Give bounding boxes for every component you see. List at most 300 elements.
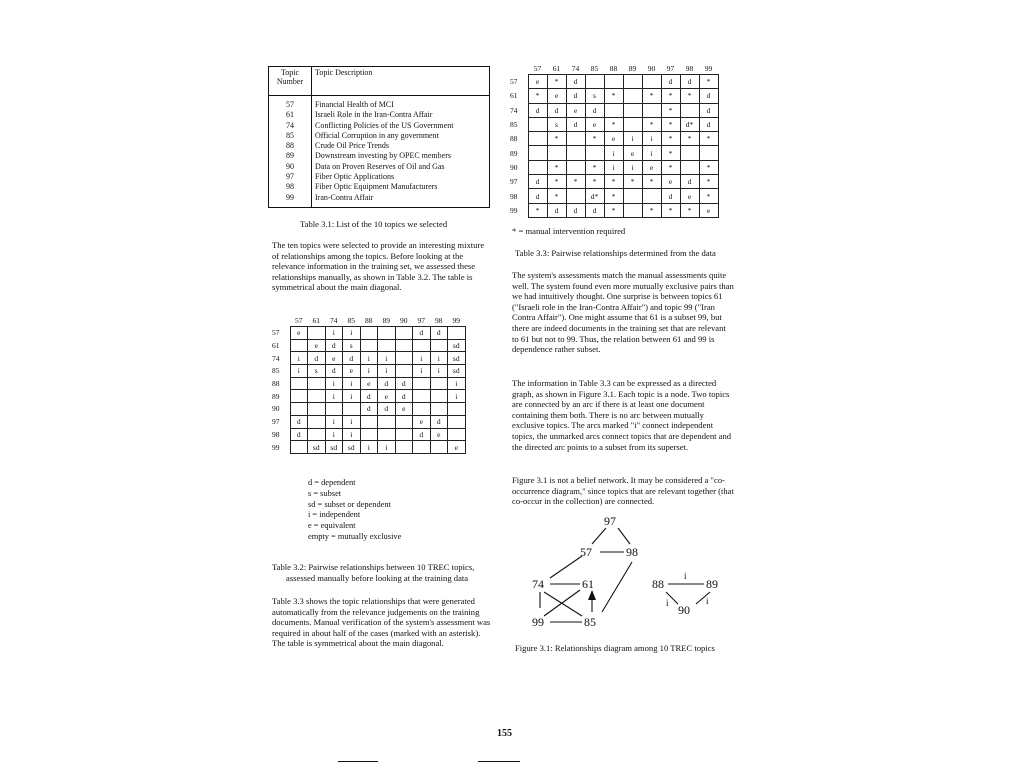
matrix-cell: i — [623, 132, 642, 146]
matrix-row-header: 97 — [272, 417, 280, 427]
legend-entry: i = independent — [308, 510, 361, 520]
node-90: 90 — [678, 603, 690, 617]
matrix-cell — [680, 103, 699, 117]
matrix-cell — [430, 403, 448, 416]
matrix-cell — [623, 89, 642, 103]
matrix-cell — [448, 327, 466, 340]
matrix-cell — [413, 339, 431, 352]
matrix-cell: e — [360, 377, 378, 390]
matrix-cell: * — [661, 132, 680, 146]
topic-list-table — [268, 66, 490, 208]
figure-3-1-caption: Figure 3.1: Relationships diagram among 10 TREC topics — [515, 643, 715, 653]
matrix-cell: i — [325, 390, 343, 403]
paragraph-assessment-comparison: The system's assessments match the manual assessments quite well. The system found even more mutually exclusive pairs than we had intuitively thought. One surprise is between topics 61 ("Israeli role in the Iran-Contra Affair") and topic 99 ("Iran Contra Affair"). One might assume that 61 is a subset 99, but there are indeed documents in the training set that are relevant to 61 but not to 99. Thus, the relation between 61 and 99 is dependence rather subset. — [512, 270, 734, 355]
matrix-cell — [566, 189, 585, 203]
matrix-cell: s — [343, 339, 361, 352]
table-3-3-note: * = manual intervention required — [512, 226, 626, 236]
matrix-cell: d — [360, 390, 378, 403]
matrix-cell: d — [325, 365, 343, 378]
matrix-cell: d — [395, 377, 413, 390]
matrix-cell — [448, 428, 466, 441]
matrix-cell: * — [547, 160, 566, 174]
matrix-row-header: 89 — [510, 148, 518, 158]
matrix-column-header: 99 — [704, 64, 713, 73]
matrix-row-header: 90 — [272, 404, 280, 414]
matrix-cell — [290, 377, 308, 390]
data-relationships-matrix — [509, 63, 719, 218]
matrix-cell: d — [290, 415, 308, 428]
matrix-cell: * — [604, 189, 623, 203]
matrix-cell — [623, 75, 642, 89]
matrix-cell: d* — [680, 117, 699, 131]
topic-relationship-graph — [520, 512, 740, 636]
matrix-cell — [290, 390, 308, 403]
matrix-row — [509, 103, 718, 117]
node-74: 74 — [532, 577, 544, 591]
matrix-cell — [308, 377, 326, 390]
matrix-row-header: 57 — [510, 77, 518, 87]
matrix-cell: i — [448, 377, 466, 390]
matrix-cell — [378, 428, 396, 441]
matrix-cell: d — [378, 377, 396, 390]
matrix-cell: s — [585, 89, 604, 103]
matrix-cell: e — [395, 403, 413, 416]
matrix-cell: * — [661, 146, 680, 160]
matrix-cell — [430, 377, 448, 390]
matrix-cell — [360, 339, 378, 352]
matrix-cell — [343, 403, 361, 416]
matrix-cell — [413, 390, 431, 403]
topic-number: 61 — [286, 110, 294, 120]
matrix-cell — [413, 441, 431, 454]
matrix-row-header: 61 — [272, 341, 280, 351]
matrix-cell: e — [642, 160, 661, 174]
matrix-cell — [395, 365, 413, 378]
legend-entry: e = equivalent — [308, 521, 356, 531]
matrix-row — [509, 75, 718, 89]
matrix-cell — [448, 403, 466, 416]
matrix-cell: d — [680, 75, 699, 89]
matrix-cell — [623, 189, 642, 203]
topic-description: Crude Oil Price Trends — [315, 141, 389, 151]
matrix-cell: sd — [325, 441, 343, 454]
matrix-cell: d — [325, 339, 343, 352]
node-85: 85 — [584, 615, 596, 629]
matrix-row-header: 61 — [510, 91, 518, 101]
matrix-row — [271, 339, 465, 352]
matrix-cell: sd — [308, 441, 326, 454]
matrix-cell: s — [547, 117, 566, 131]
footer-rule-right — [478, 761, 520, 762]
matrix-cell: e — [680, 189, 699, 203]
matrix-cell — [642, 189, 661, 203]
topic-description: Fiber Optic Applications — [315, 172, 395, 182]
matrix-cell: i — [604, 146, 623, 160]
matrix-row — [271, 327, 465, 340]
matrix-cell: e — [430, 428, 448, 441]
matrix-cell — [680, 160, 699, 174]
matrix-cell: i — [325, 428, 343, 441]
matrix-column-header: 99 — [452, 316, 460, 325]
matrix-cell: d — [566, 75, 585, 89]
matrix-cell — [413, 403, 431, 416]
matrix-cell: e — [413, 415, 431, 428]
matrix-cell: * — [528, 203, 547, 217]
matrix-cell: d — [547, 203, 566, 217]
paragraph-directed-graph: The information in Table 3.3 can be expressed as a directed graph, as shown in Figure 3.1. Each topic is a node. Two topics are connected by an arc if there is at least one document containing them both. There is no arc between mutually exclusive topics. The arcs marked "i" connect independent topics, the unmarked arcs connect topics that are dependent and the directed arc points to a subset from its superset. — [512, 378, 732, 452]
matrix-row-header: 88 — [272, 379, 280, 389]
matrix-cell: i — [642, 146, 661, 160]
matrix-cell: i — [430, 365, 448, 378]
matrix-cell — [528, 146, 547, 160]
matrix-cell — [430, 390, 448, 403]
matrix-cell: * — [547, 175, 566, 189]
matrix-cell: e — [448, 441, 466, 454]
matrix-row-header: 85 — [510, 120, 518, 130]
matrix-row — [509, 160, 718, 174]
matrix-cell: d — [661, 189, 680, 203]
matrix-cell: d — [413, 327, 431, 340]
matrix-cell — [566, 146, 585, 160]
matrix-cell — [308, 390, 326, 403]
table-3-3-caption: Table 3.3: Pairwise relationships determined from the data — [515, 248, 716, 258]
matrix-cell: d — [360, 403, 378, 416]
matrix-cell — [642, 75, 661, 89]
matrix-cell — [585, 75, 604, 89]
table-3-2-caption — [272, 562, 502, 583]
matrix-cell: d — [290, 428, 308, 441]
matrix-row — [271, 390, 465, 403]
matrix-cell: d — [585, 103, 604, 117]
paragraph-table-3-3-intro: Table 3.3 shows the topic relationships that were generated automatically from the relevance judgements on the training documents. Manual verification of the system's assessment was required in about half of the cases (marked with an asterisk). The table is symmetrical about the main diagonal. — [272, 596, 491, 649]
matrix-cell: i — [413, 352, 431, 365]
matrix-cell: i — [325, 327, 343, 340]
matrix-cell — [308, 327, 326, 340]
arrowhead-85-to-61 — [588, 590, 596, 600]
matrix-cell: i — [360, 441, 378, 454]
matrix-cell: e — [378, 390, 396, 403]
matrix-cell: d — [699, 103, 718, 117]
matrix-cell: e — [343, 365, 361, 378]
matrix-cell: e — [585, 117, 604, 131]
paragraph-co-occurrence: Figure 3.1 is not a belief network. It may be considered a "co-occurrence diagram," since topics that are relevant together (that co-occur in the collection) are connected. — [512, 475, 734, 507]
matrix-cell — [360, 428, 378, 441]
matrix-cell — [308, 415, 326, 428]
matrix-cell: * — [642, 89, 661, 103]
header-topic-description: Topic Description — [312, 67, 490, 96]
matrix-cell: d — [528, 175, 547, 189]
node-89: 89 — [706, 577, 718, 591]
matrix-cell: * — [661, 203, 680, 217]
matrix-row — [509, 146, 718, 160]
matrix-row-header: 85 — [272, 366, 280, 376]
footer-rule-left — [338, 761, 378, 762]
matrix-row — [509, 175, 718, 189]
topic-description: Israeli Role in the Iran-Contra Affair — [315, 110, 433, 120]
matrix-cell: i — [343, 415, 361, 428]
matrix-cell: sd — [448, 352, 466, 365]
matrix-cell: i — [325, 377, 343, 390]
matrix-cell — [395, 428, 413, 441]
matrix-cell — [623, 103, 642, 117]
matrix-cell — [448, 415, 466, 428]
matrix-cell — [360, 415, 378, 428]
matrix-cell — [378, 339, 396, 352]
matrix-cell: * — [699, 132, 718, 146]
matrix-cell: * — [604, 175, 623, 189]
matrix-row — [271, 441, 465, 454]
matrix-cell: i — [430, 352, 448, 365]
matrix-row-header: 97 — [510, 177, 518, 187]
matrix-cell — [395, 441, 413, 454]
matrix-cell — [642, 103, 661, 117]
topic-description: Official Corruption in any government — [315, 130, 439, 140]
matrix-cell — [699, 146, 718, 160]
matrix-column-header: 74 — [571, 64, 580, 73]
matrix-cell — [623, 203, 642, 217]
matrix-cell: d — [528, 103, 547, 117]
matrix-column-header: 90 — [400, 316, 408, 325]
matrix-corner — [509, 63, 528, 75]
matrix-cell: * — [642, 203, 661, 217]
matrix-cell: * — [623, 175, 642, 189]
matrix-cell — [360, 327, 378, 340]
matrix-cell: s — [308, 365, 326, 378]
matrix-cell: d — [308, 352, 326, 365]
matrix-column-header: 90 — [647, 64, 656, 73]
manual-relationships-matrix — [271, 315, 466, 454]
matrix-cell: sd — [343, 441, 361, 454]
matrix-cell: d — [378, 403, 396, 416]
edge-label-88-90: i — [666, 598, 669, 608]
node-97: 97 — [604, 514, 616, 528]
matrix-row — [271, 377, 465, 390]
matrix-cell: * — [661, 89, 680, 103]
matrix-corner — [271, 315, 290, 327]
matrix-cell: * — [528, 89, 547, 103]
topic-description: Financial Health of MCI — [315, 100, 394, 109]
topic-number: 99 — [286, 192, 294, 202]
matrix-cell: e — [604, 132, 623, 146]
matrix-cell: * — [699, 160, 718, 174]
matrix-cell: e — [661, 175, 680, 189]
matrix-row — [509, 117, 718, 131]
matrix-column-header: 57 — [533, 64, 542, 73]
matrix-cell: * — [585, 132, 604, 146]
matrix-cell: d — [585, 203, 604, 217]
topic-description: Fiber Optic Equipment Manufacturers — [315, 182, 438, 192]
matrix-cell: e — [547, 89, 566, 103]
matrix-cell: d — [661, 75, 680, 89]
edge-97-57 — [592, 528, 606, 544]
table-3-2-caption-line-1: Table 3.2: Pairwise relationships between 10 TREC topics, — [272, 562, 475, 572]
topic-number: 57 — [286, 100, 294, 109]
matrix-column-header: 88 — [609, 64, 618, 73]
matrix-cell: * — [547, 189, 566, 203]
topic-number: 74 — [286, 120, 294, 130]
matrix-cell: i — [642, 132, 661, 146]
matrix-cell: * — [642, 175, 661, 189]
matrix-cell: e — [308, 339, 326, 352]
matrix-row — [271, 428, 465, 441]
matrix-column-header: 98 — [435, 316, 443, 325]
legend-entry: s = subset — [308, 488, 342, 498]
matrix-cell — [290, 441, 308, 454]
page-number: 155 — [497, 728, 512, 739]
matrix-row-header: 89 — [272, 391, 280, 401]
matrix-cell: i — [343, 390, 361, 403]
matrix-row-header: 99 — [510, 205, 518, 215]
matrix-cell: * — [680, 203, 699, 217]
matrix-cell: i — [360, 352, 378, 365]
matrix-cell: i — [290, 352, 308, 365]
matrix-cell: * — [642, 117, 661, 131]
matrix-cell: e — [623, 146, 642, 160]
topic-number: 98 — [286, 182, 294, 192]
matrix-cell: * — [547, 132, 566, 146]
matrix-cell: d* — [585, 189, 604, 203]
matrix-cell: i — [378, 441, 396, 454]
paragraph-intro-table-3-2: The ten topics were selected to provide an interesting mixture of relationships among the topics. Before looking at the relevance information in the training set, we assessed these relationships manually, as shown in Table 3.2. The table is symmetrical about the main diagonal. — [272, 240, 485, 293]
matrix-cell: e — [566, 103, 585, 117]
topic-description-column — [312, 96, 490, 208]
node-61: 61 — [582, 577, 594, 591]
matrix-cell — [308, 428, 326, 441]
topic-number: 85 — [286, 130, 294, 140]
matrix-column-header: 88 — [365, 316, 373, 325]
matrix-cell: * — [661, 160, 680, 174]
matrix-cell: d — [430, 415, 448, 428]
matrix-cell: * — [680, 89, 699, 103]
matrix-cell — [566, 132, 585, 146]
matrix-cell: e — [290, 327, 308, 340]
matrix-column-header: 85 — [590, 64, 599, 73]
matrix-row — [509, 189, 718, 203]
matrix-cell — [290, 339, 308, 352]
matrix-cell: i — [290, 365, 308, 378]
matrix-cell: d — [566, 117, 585, 131]
matrix-cell — [528, 160, 547, 174]
matrix-cell: d — [699, 117, 718, 131]
topic-number: 89 — [286, 151, 294, 161]
matrix-column-header: 98 — [685, 64, 694, 73]
matrix-row — [271, 403, 465, 416]
matrix-cell — [290, 403, 308, 416]
matrix-column-header: 61 — [552, 64, 561, 73]
matrix-cell: i — [343, 428, 361, 441]
matrix-cell — [378, 327, 396, 340]
topic-description: Conflicting Policies of the US Government — [315, 120, 454, 130]
topic-number: 90 — [286, 161, 294, 171]
topic-description: Downstream investing by OPEC members — [315, 151, 451, 161]
topic-description: Iran-Contra Affair — [315, 192, 374, 202]
matrix-row — [271, 415, 465, 428]
matrix-cell: d — [430, 327, 448, 340]
matrix-row — [271, 365, 465, 378]
matrix-cell: d — [413, 428, 431, 441]
matrix-column-header: 85 — [347, 316, 355, 325]
matrix-column-header: 97 — [417, 316, 425, 325]
topic-description: Data on Proven Reserves of Oil and Gas — [315, 161, 445, 171]
matrix-row — [509, 132, 718, 146]
matrix-cell: i — [448, 390, 466, 403]
matrix-cell: i — [360, 365, 378, 378]
matrix-cell — [585, 146, 604, 160]
matrix-column-header: 61 — [312, 316, 320, 325]
matrix-cell — [623, 117, 642, 131]
matrix-cell: i — [604, 160, 623, 174]
legend-entry: empty = mutually exclusive — [308, 531, 402, 541]
matrix-cell: i — [378, 352, 396, 365]
header-topic-number: Topic Number — [269, 67, 312, 96]
matrix-cell: i — [343, 377, 361, 390]
matrix-cell: d — [566, 89, 585, 103]
matrix-row-header: 99 — [272, 442, 280, 452]
edge-97-98 — [618, 528, 630, 544]
matrix-cell: sd — [448, 339, 466, 352]
matrix-row-header: 98 — [272, 429, 280, 439]
matrix-cell: d — [680, 175, 699, 189]
node-57: 57 — [580, 545, 592, 559]
matrix-cell — [547, 146, 566, 160]
matrix-cell: * — [680, 132, 699, 146]
matrix-column-header: 74 — [330, 316, 338, 325]
topic-number-column — [269, 96, 312, 208]
matrix-cell — [395, 339, 413, 352]
matrix-row — [509, 203, 718, 217]
matrix-cell — [308, 403, 326, 416]
matrix-cell: * — [661, 117, 680, 131]
matrix-row — [509, 89, 718, 103]
node-88: 88 — [652, 577, 664, 591]
matrix-cell — [378, 415, 396, 428]
edge-label-88-89: i — [684, 571, 687, 581]
table-3-1-caption: Table 3.1: List of the 10 topics we selected — [300, 219, 448, 229]
legend-entry: sd = subset or dependent — [308, 499, 391, 509]
matrix-cell: d — [343, 352, 361, 365]
matrix-cell: * — [699, 189, 718, 203]
matrix-cell — [604, 75, 623, 89]
matrix-cell: i — [343, 327, 361, 340]
matrix-row-header: 57 — [272, 328, 280, 338]
matrix-cell — [528, 117, 547, 131]
matrix-cell: * — [585, 175, 604, 189]
matrix-cell — [430, 441, 448, 454]
legend-entry: d = dependent — [308, 478, 356, 487]
matrix-cell — [604, 103, 623, 117]
matrix-row-header: 74 — [272, 353, 280, 363]
matrix-cell: e — [699, 203, 718, 217]
matrix-column-header: 89 — [382, 316, 390, 325]
matrix-cell: * — [566, 175, 585, 189]
matrix-cell: d — [547, 103, 566, 117]
matrix-cell: d — [395, 390, 413, 403]
matrix-cell: * — [604, 117, 623, 131]
matrix-cell — [395, 415, 413, 428]
matrix-cell: * — [699, 75, 718, 89]
matrix-cell: e — [528, 75, 547, 89]
matrix-column-header: 97 — [666, 64, 675, 73]
matrix-cell: d — [528, 189, 547, 203]
matrix-row-header: 74 — [510, 105, 518, 115]
matrix-cell — [395, 327, 413, 340]
matrix-cell: e — [325, 352, 343, 365]
matrix-cell: * — [604, 89, 623, 103]
matrix-cell: i — [378, 365, 396, 378]
edge-label-89-90: i — [706, 596, 709, 606]
matrix-cell: i — [623, 160, 642, 174]
topic-number: 97 — [286, 172, 294, 182]
